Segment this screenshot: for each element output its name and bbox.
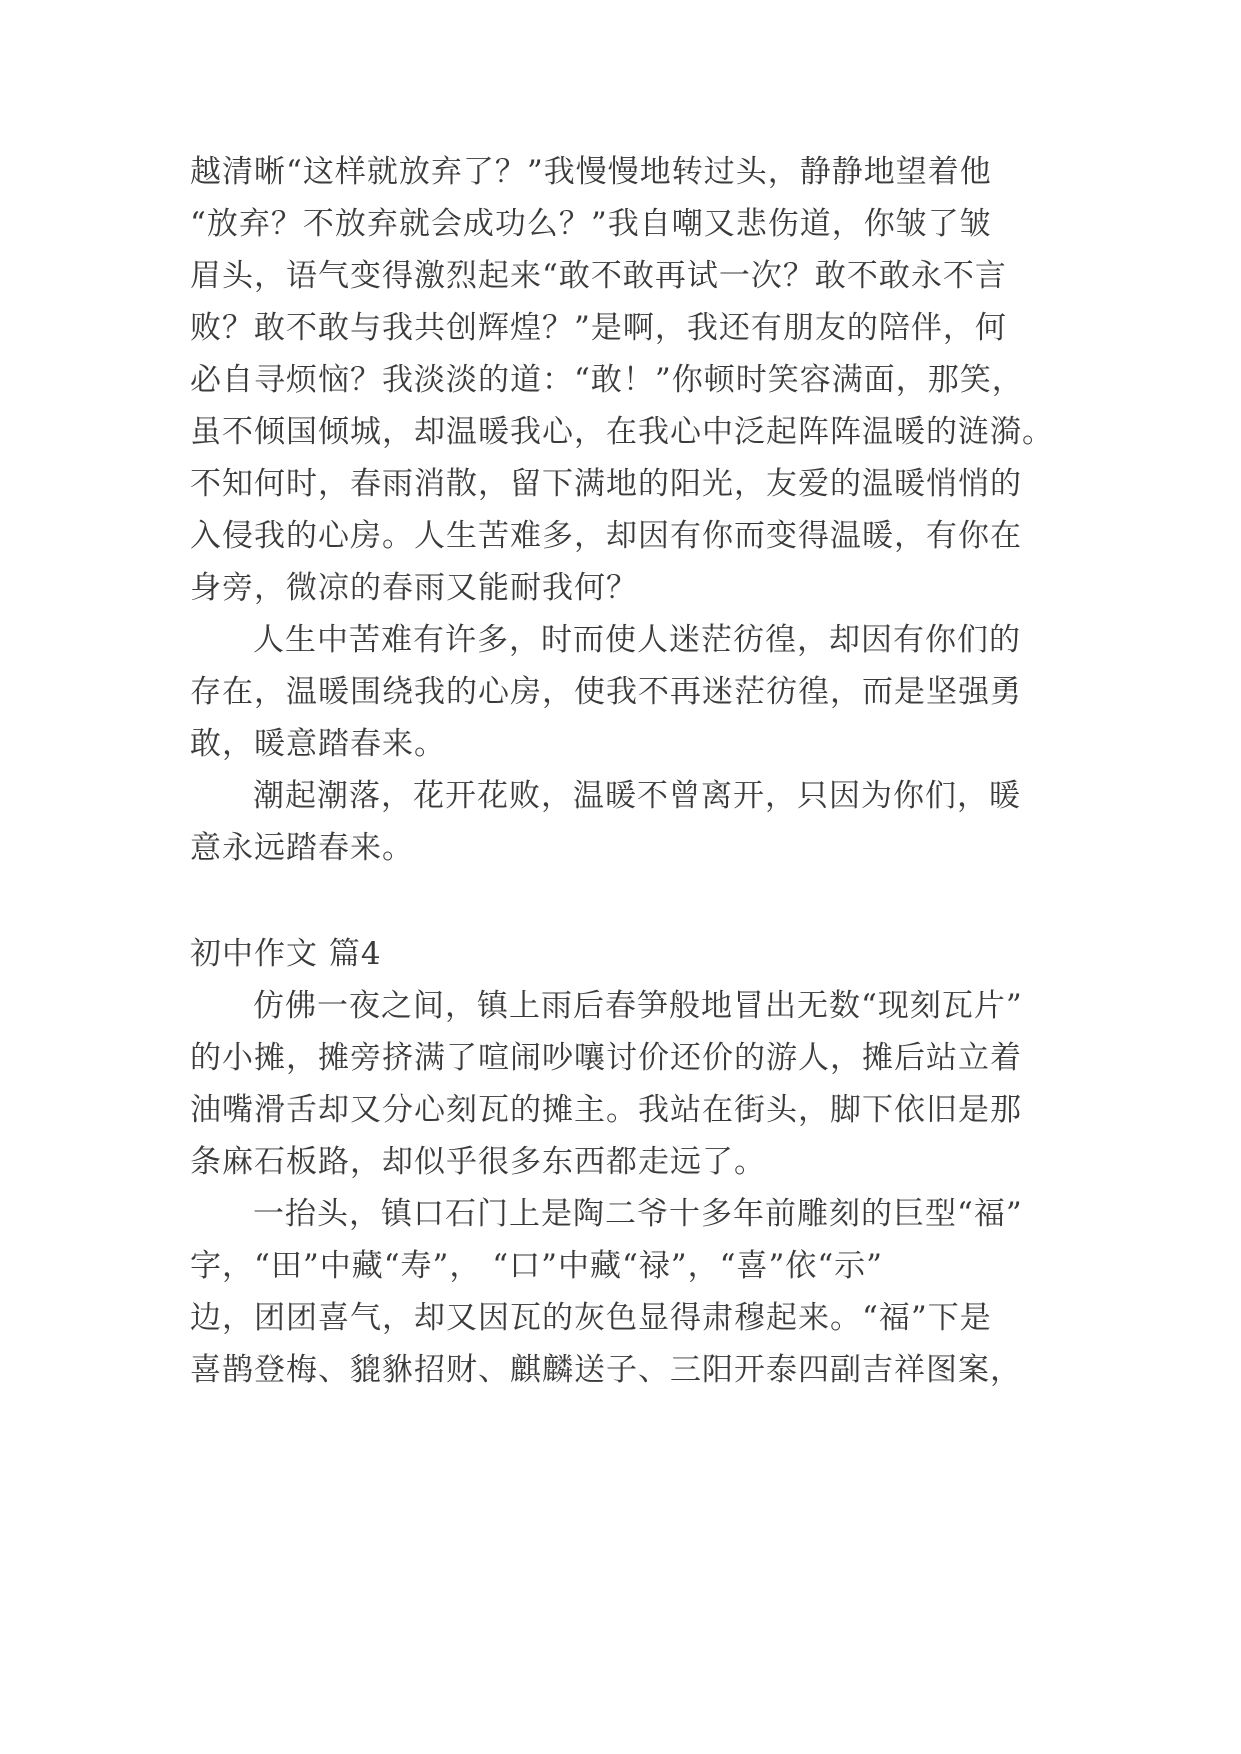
paragraph-line: “放弃？不放弃就会成功么？”我自嘲又悲伤道，你皱了皱: [190, 206, 992, 242]
paragraph-line: 人生中苦难有许多，时而使人迷茫彷徨，却因有你们的: [253, 622, 1021, 658]
paragraph-line: 意永远踏春来。: [190, 830, 414, 866]
paragraph-line: 字，“田”中藏“寿”， “口”中藏“禄”，“喜”依“示”: [190, 1248, 884, 1284]
paragraph-line: 一抬头，镇口石门上是陶二爷十多年前雕刻的巨型“福”: [253, 1196, 1023, 1232]
paragraph-line: 边，团团喜气，却又因瓦的灰色显得肃穆起来。“福”下是: [190, 1300, 992, 1336]
paragraph-line: 眉头，语气变得激烈起来“敢不敢再试一次？敢不敢永不言: [190, 258, 1007, 294]
paragraph-line: 仿佛一夜之间，镇上雨后春笋般地冒出无数“现刻瓦片”: [253, 988, 1023, 1024]
section-heading: 初中作文 篇4: [190, 936, 382, 972]
paragraph-line: 条麻石板路，却似乎很多东西都走远了。: [190, 1144, 766, 1180]
paragraph-line: 潮起潮落，花开花败，温暖不曾离开，只因为你们，暖: [253, 778, 1021, 814]
paragraph-line: 不知何时，春雨消散，留下满地的阳光，友爱的温暖悄悄的: [190, 466, 1022, 502]
paragraph-line: 虽不倾国倾城，却温暖我心，在我心中泛起阵阵温暖的涟漪。: [190, 414, 1054, 450]
paragraph-line: 越清晰“这样就放弃了？”我慢慢地转过头，静静地望着他: [190, 154, 992, 190]
paragraph-line: 必自寻烦恼？我淡淡的道：“敢！”你顿时笑容满面，那笑，: [190, 362, 1024, 398]
paragraph-line: 身旁，微凉的春雨又能耐我何？: [190, 570, 638, 606]
paragraph-line: 敢，暖意踏春来。: [190, 726, 446, 762]
paragraph-line: 喜鹊登梅、貔貅招财、麒麟送子、三阳开泰四副吉祥图案，: [190, 1352, 1022, 1388]
paragraph-line: 入侵我的心房。人生苦难多，却因有你而变得温暖，有你在: [190, 518, 1022, 554]
paragraph-line: 败？敢不敢与我共创辉煌？”是啊，我还有朋友的陪伴，何: [190, 310, 1007, 346]
paragraph-line: 油嘴滑舌却又分心刻瓦的摊主。我站在街头，脚下依旧是那: [190, 1092, 1022, 1128]
paragraph-line: 存在，温暖围绕我的心房，使我不再迷茫彷徨，而是坚强勇: [190, 674, 1022, 710]
paragraph-line: 的小摊，摊旁挤满了喧闹吵嚷讨价还价的游人，摊后站立着: [190, 1040, 1022, 1076]
